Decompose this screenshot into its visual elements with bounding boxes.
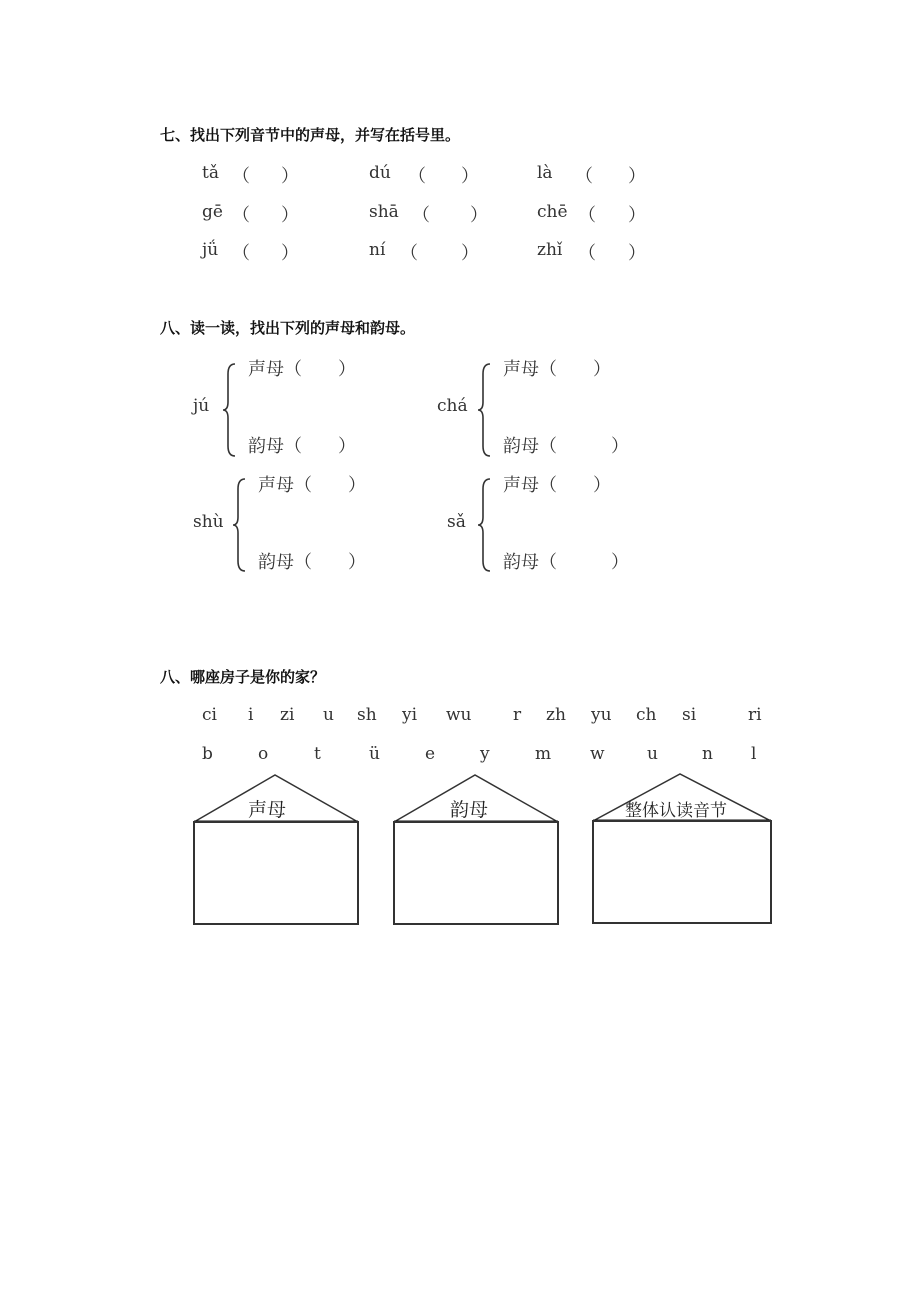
final-field: 韵母（ ） <box>503 552 629 573</box>
paren-close: ） <box>461 243 479 264</box>
group-syllable-ju: jú <box>193 396 210 416</box>
letter-card: zi <box>280 705 295 725</box>
group-syllable-shu: shù <box>193 512 224 532</box>
letter-card: e <box>425 744 436 764</box>
brace-icon <box>477 477 491 573</box>
initial-field: 声母（ ） <box>503 475 611 496</box>
paren-close: ） <box>281 166 299 187</box>
group-syllable-sa: sǎ <box>447 512 466 532</box>
paren-open: （ <box>575 166 593 187</box>
letter-card: yu <box>591 705 612 725</box>
section7-title: 七、找出下列音节中的声母，并写在括号里。 <box>160 126 461 144</box>
letter-card: ch <box>636 705 657 725</box>
brace-icon <box>222 362 236 458</box>
syllable-ta: tǎ <box>202 163 219 183</box>
paren-close: ） <box>628 166 646 187</box>
section8a-title: 八、读一读，找出下列的声母和韵母。 <box>160 319 416 337</box>
final-field: 韵母（ ） <box>258 552 366 573</box>
letter-card: sh <box>357 705 377 725</box>
syllable-zhi: zhǐ <box>537 240 563 260</box>
house-label-initials: 声母 <box>248 799 287 821</box>
paren-close: ） <box>281 205 299 226</box>
initial-field: 声母（ ） <box>258 475 366 496</box>
paren-close: ） <box>470 205 488 226</box>
letter-card: wu <box>446 705 472 725</box>
house-whole-syllables[interactable] <box>592 820 772 924</box>
paren-open: （ <box>232 166 250 187</box>
letter-card: l <box>751 744 757 764</box>
letter-card: ri <box>748 705 762 725</box>
final-field: 韵母（ ） <box>503 436 629 457</box>
paren-open: （ <box>412 205 430 226</box>
initial-field: 声母（ ） <box>248 359 356 380</box>
letter-card: m <box>535 744 552 764</box>
paren-open: （ <box>400 243 418 264</box>
house-label-whole-syllables: 整体认读音节 <box>625 801 727 821</box>
letter-card: u <box>323 705 334 725</box>
syllable-sha: shā <box>369 202 399 222</box>
letter-card: u <box>647 744 658 764</box>
section8b-title: 八、哪座房子是你的家？ <box>160 668 326 686</box>
syllable-la: là <box>537 163 553 183</box>
paren-close: ） <box>628 205 646 226</box>
brace-icon <box>477 362 491 458</box>
letter-card: ci <box>202 705 217 725</box>
letter-card: r <box>513 705 522 725</box>
letter-card: yi <box>402 705 418 725</box>
paren-close: ） <box>281 243 299 264</box>
syllable-ge: gē <box>202 202 223 222</box>
letter-card: b <box>202 744 213 764</box>
initial-field: 声母（ ） <box>503 359 611 380</box>
paren-open: （ <box>578 205 596 226</box>
paren-open: （ <box>578 243 596 264</box>
syllable-du: dú <box>369 163 391 183</box>
syllable-ju: jǘ <box>202 240 219 260</box>
letter-card: t <box>314 744 321 764</box>
letter-card: w <box>590 744 605 764</box>
letter-card: zh <box>546 705 566 725</box>
syllable-ni: ní <box>369 240 386 260</box>
group-syllable-cha: chá <box>437 396 468 416</box>
letter-card: si <box>682 705 697 725</box>
syllable-che: chē <box>537 202 568 222</box>
house-label-finals: 韵母 <box>450 799 489 821</box>
final-field: 韵母（ ） <box>248 436 356 457</box>
house-finals[interactable] <box>393 821 559 925</box>
paren-open: （ <box>408 166 426 187</box>
letter-card: y <box>480 744 490 764</box>
letter-card: ü <box>369 744 380 764</box>
letter-card: o <box>258 744 269 764</box>
letter-card: n <box>702 744 713 764</box>
letter-card: i <box>248 705 254 725</box>
brace-icon <box>232 477 246 573</box>
paren-open: （ <box>232 205 250 226</box>
house-initials[interactable] <box>193 821 359 925</box>
paren-close: ） <box>461 166 479 187</box>
paren-close: ） <box>628 243 646 264</box>
paren-open: （ <box>232 243 250 264</box>
